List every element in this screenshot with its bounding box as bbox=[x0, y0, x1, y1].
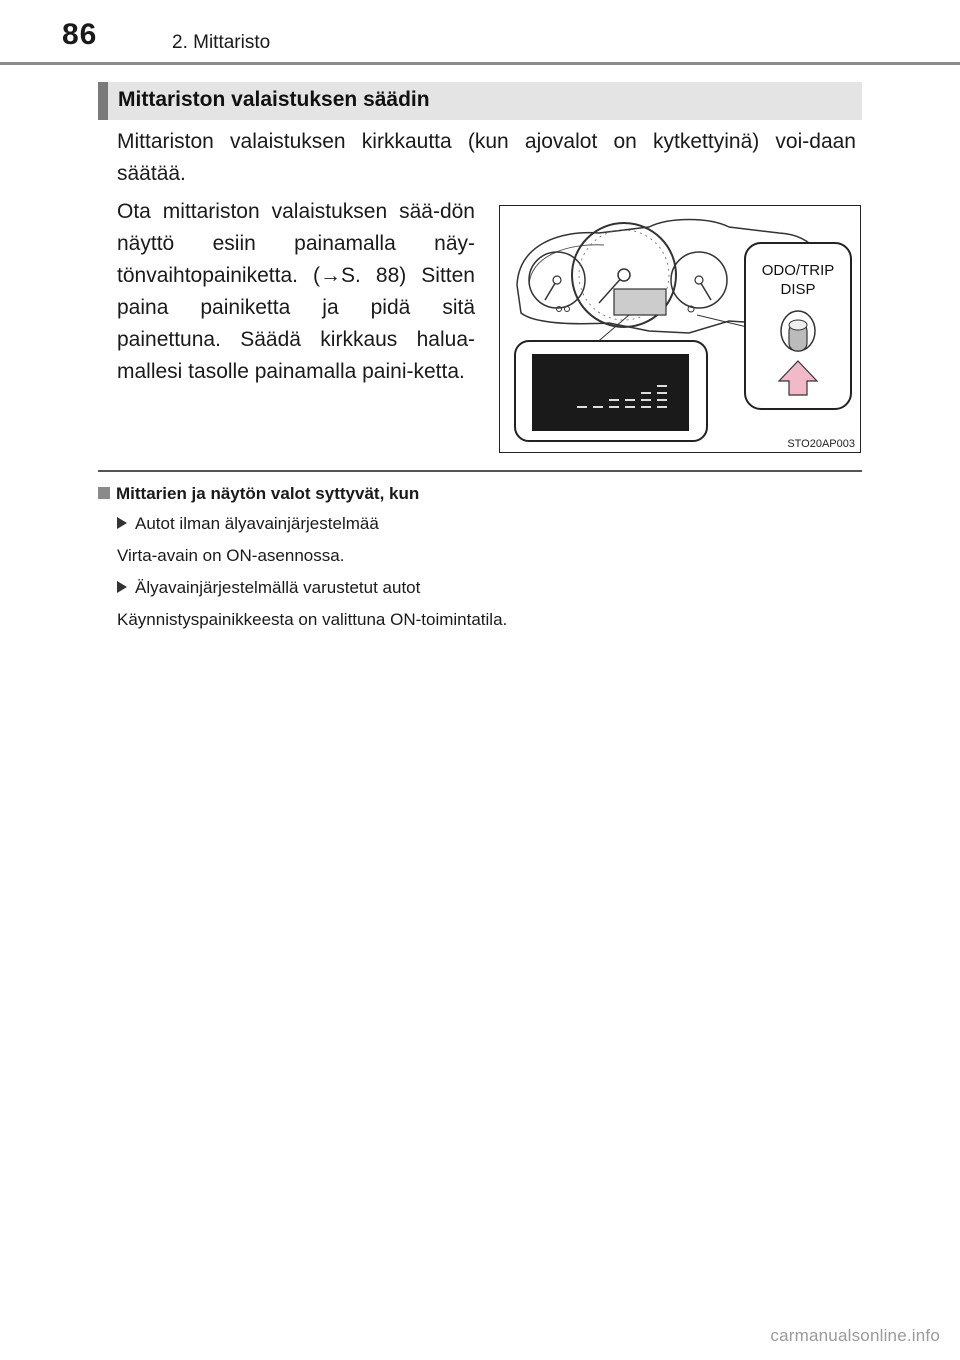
note-case-2-text: Käynnistyspainikkeesta on valittuna ON-toimintatila. bbox=[117, 610, 508, 629]
section-heading-bar bbox=[98, 82, 862, 120]
note-case-2: Älyavainjärjestelmällä varustetut autot bbox=[117, 578, 420, 598]
square-bullet-icon bbox=[98, 487, 110, 499]
triangle-bullet-icon bbox=[117, 517, 127, 529]
chapter-title: 2. Mittaristo bbox=[172, 32, 271, 53]
note-case-1-text: Virta-avain on ON-asennossa. bbox=[117, 546, 345, 565]
watermark: carmanualsonline.info bbox=[770, 1326, 940, 1345]
figure-id: STO20AP003 bbox=[787, 438, 855, 450]
instruction-paragraph: Ota mittariston valaistuksen sää-dön näyttö esiin painamalla näy-tönvaihtopainiketta. (→S. 88) Sitten paina painiketta ja pidä sitä painettuna. Säädä kirkkaus halua-mallesi tasolle painamalla paini-ketta. bbox=[117, 200, 475, 383]
triangle-bullet-icon bbox=[117, 581, 127, 593]
odo-trip-button bbox=[781, 311, 815, 351]
note-heading: Mittarien ja näytön valot syttyvät, kun bbox=[98, 484, 419, 504]
note-case-1: Autot ilman älyavainjärjestelmää bbox=[117, 514, 379, 534]
section-divider bbox=[98, 470, 862, 472]
page-number: 86 bbox=[62, 18, 98, 51]
button-label-disp: DISP bbox=[780, 281, 816, 298]
header-rule bbox=[0, 62, 960, 65]
section-title: Mittariston valaistuksen säädin bbox=[118, 88, 430, 111]
intro-paragraph: Mittariston valaistuksen kirkkautta (kun ajovalot on kytkettyinä) voi-daan säätää. bbox=[117, 130, 856, 185]
instrument-cluster-figure bbox=[499, 205, 861, 453]
button-label-odo-trip: ODO/TRIP bbox=[761, 262, 835, 279]
